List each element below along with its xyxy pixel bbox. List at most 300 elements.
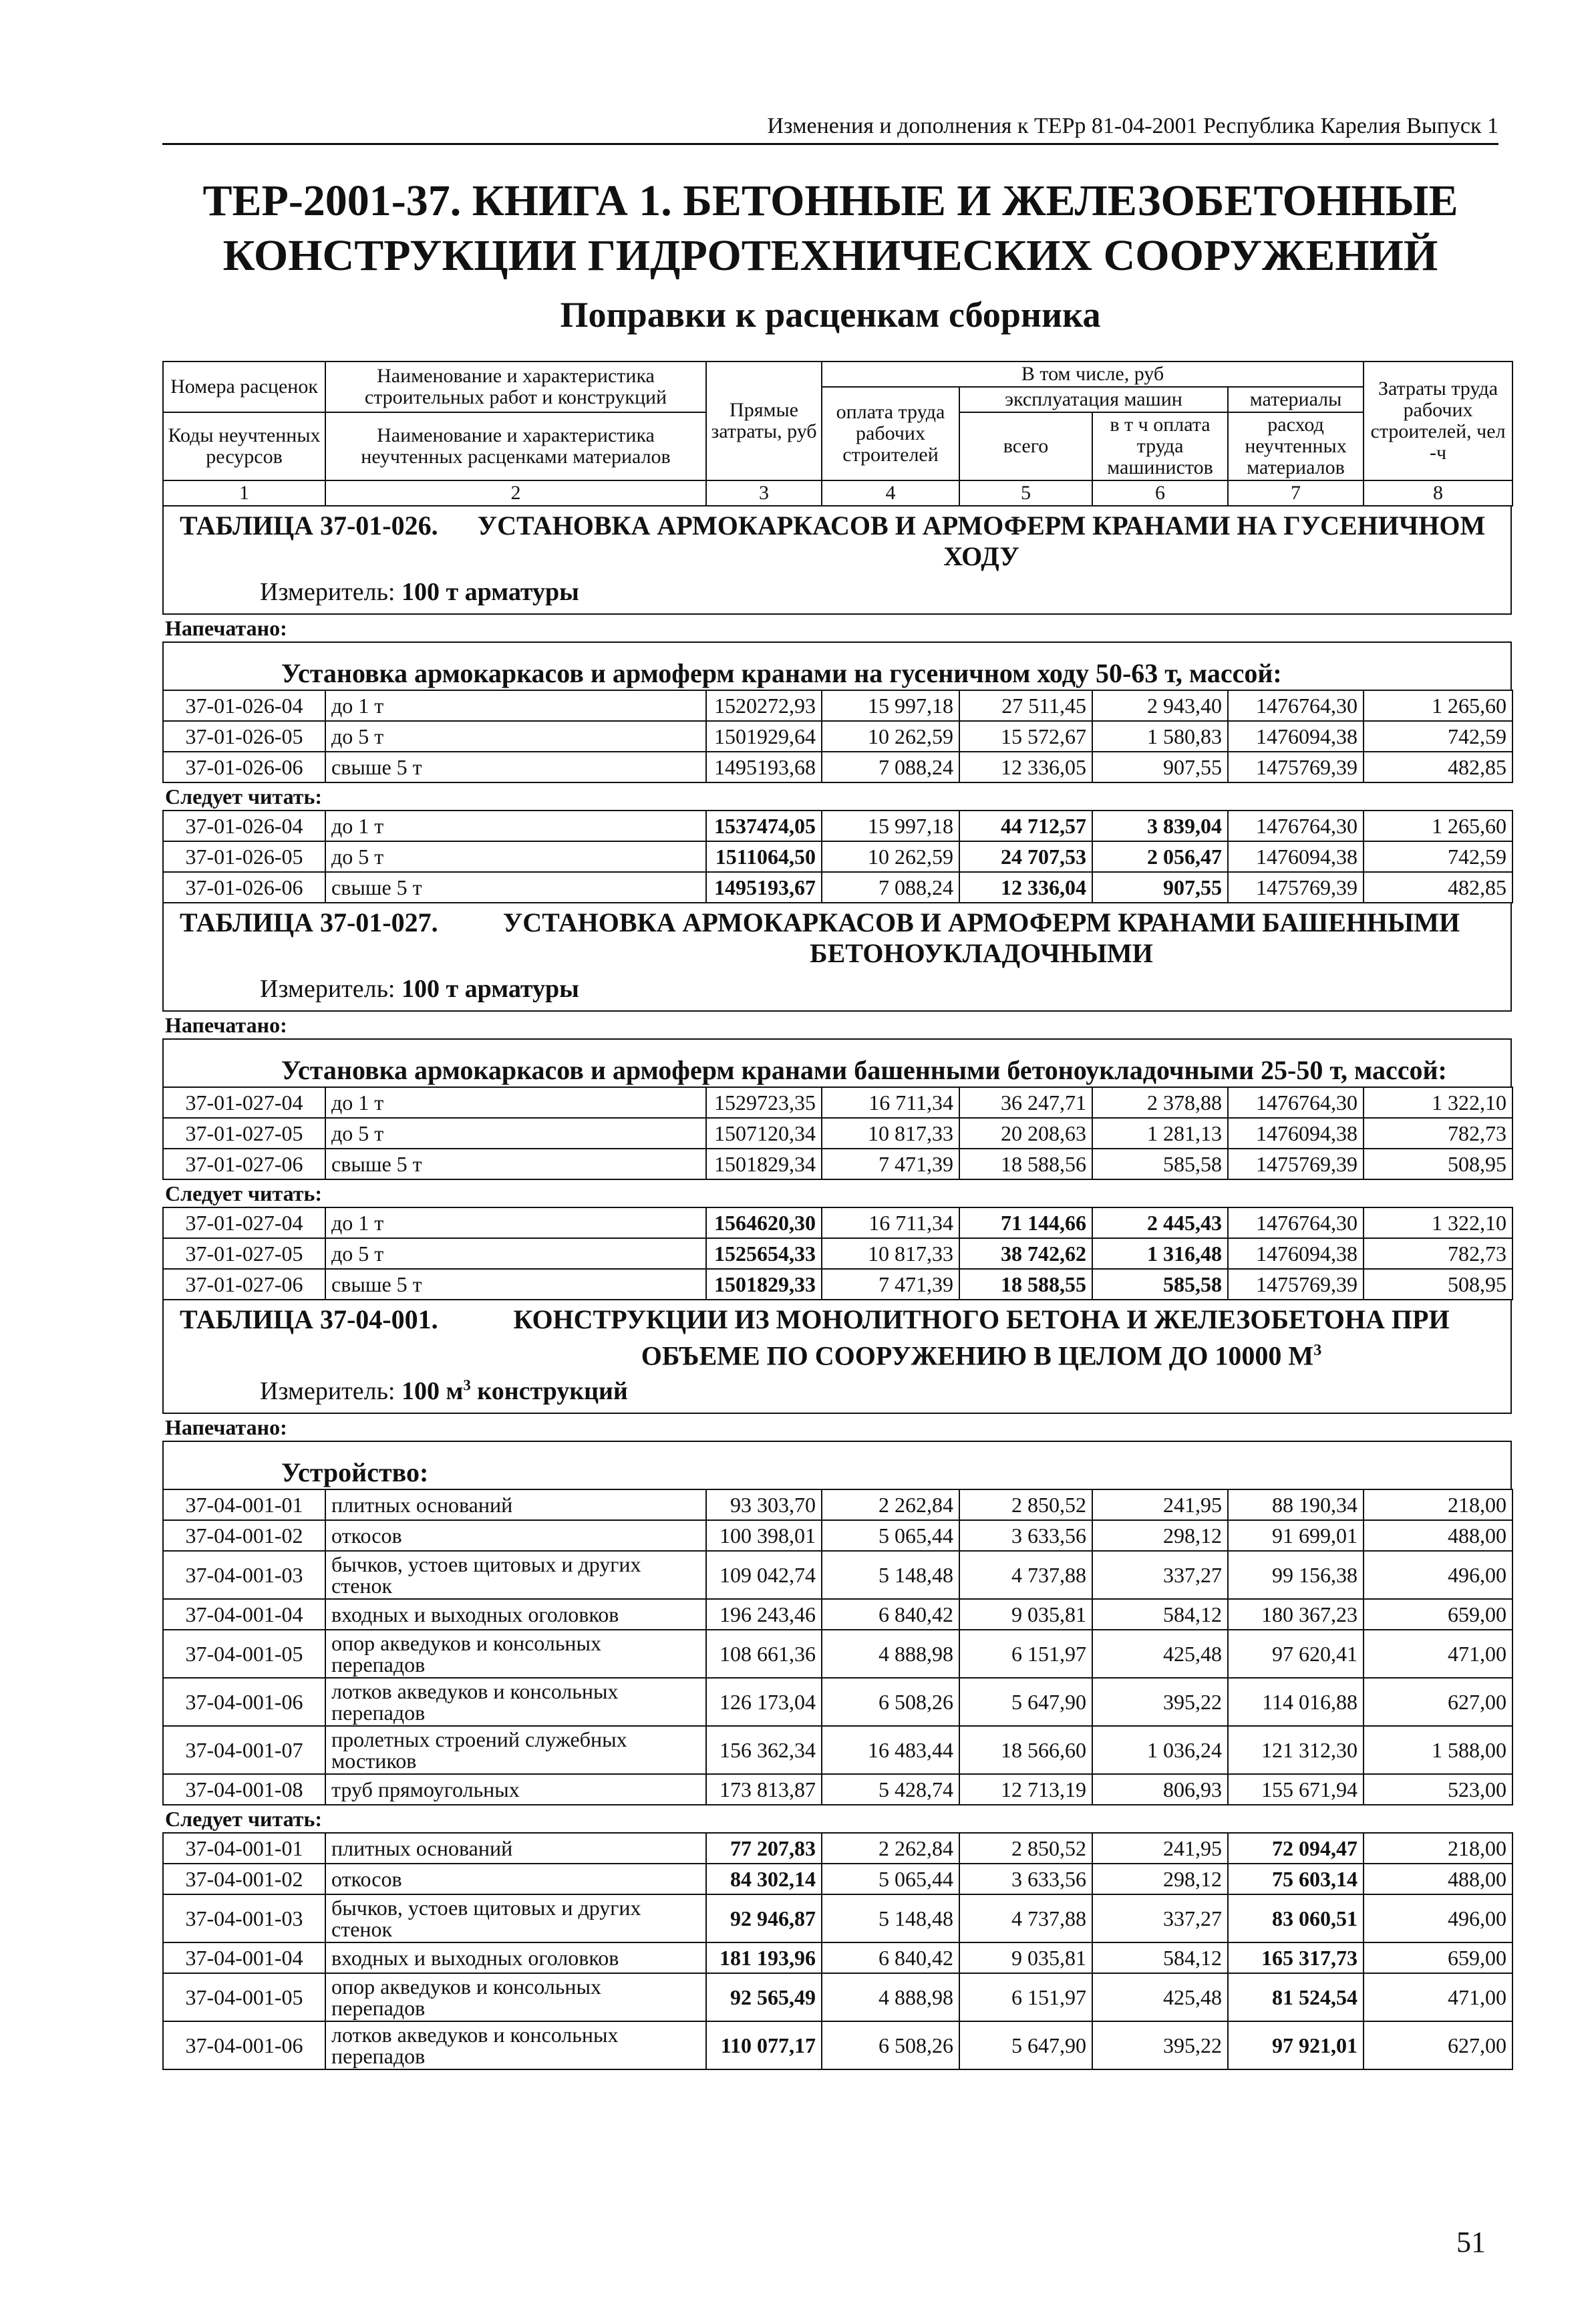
table-title-main: КОНСТРУКЦИИ ИЗ МОНОЛИТНОГО БЕТОНА И ЖЕЛЕЗОБЕТОНА ПРИ ОБЪЕМЕ ПО СООРУЖЕНИЮ В ЦЕЛОМ ДО 10000 М bbox=[513, 1304, 1450, 1371]
value-cell: 218,00 bbox=[1364, 1833, 1512, 1864]
value-cell: 585,58 bbox=[1092, 1149, 1228, 1179]
col-num: 1 bbox=[163, 480, 325, 506]
value-cell: 5 065,44 bbox=[822, 1864, 959, 1894]
work-name-cell: свыше 5 т bbox=[325, 1149, 706, 1179]
value-cell: 100 398,01 bbox=[706, 1520, 822, 1551]
value-cell: 482,85 bbox=[1364, 752, 1512, 782]
value-cell: 1501829,33 bbox=[706, 1269, 822, 1300]
value-cell: 114 016,88 bbox=[1228, 1678, 1364, 1726]
col-num: 8 bbox=[1364, 480, 1512, 506]
value-cell: 36 247,71 bbox=[959, 1087, 1092, 1118]
value-cell: 181 193,96 bbox=[706, 1942, 822, 1973]
value-cell: 9 035,81 bbox=[959, 1942, 1092, 1973]
work-name-cell: опор акведуков и консольных перепадов bbox=[325, 1973, 706, 2021]
value-cell: 16 483,44 bbox=[822, 1726, 959, 1774]
rate-code-cell: 37-04-001-02 bbox=[163, 1520, 325, 1551]
value-cell: 108 661,36 bbox=[706, 1630, 822, 1678]
table-title-text bbox=[460, 1304, 1502, 1371]
printed-rows-table bbox=[162, 1489, 1513, 1805]
value-cell: 4 737,88 bbox=[959, 1551, 1092, 1599]
value-cell: 1525654,33 bbox=[706, 1238, 822, 1269]
group-heading: Установка армокаркасов и армоферм кранами башенными бетоноукладочными 25-50 т, массой: bbox=[162, 1038, 1512, 1086]
rate-code-cell: 37-04-001-05 bbox=[163, 1630, 325, 1678]
value-cell: 77 207,83 bbox=[706, 1833, 822, 1864]
value-cell: 2 850,52 bbox=[959, 1833, 1092, 1864]
value-cell: 110 077,17 bbox=[706, 2021, 822, 2069]
value-cell: 6 151,97 bbox=[959, 1630, 1092, 1678]
value-cell: 782,73 bbox=[1364, 1238, 1512, 1269]
table-code: ТАБЛИЦА 37-01-026. bbox=[180, 511, 438, 541]
rate-code-cell: 37-04-001-03 bbox=[163, 1894, 325, 1942]
value-cell: 18 588,56 bbox=[959, 1149, 1092, 1179]
value-cell: 71 144,66 bbox=[959, 1207, 1092, 1238]
value-cell: 1 322,10 bbox=[1364, 1087, 1512, 1118]
work-name-cell: пролетных строений служебных мостиков bbox=[325, 1726, 706, 1774]
work-name-cell: свыше 5 т bbox=[325, 752, 706, 782]
table-section bbox=[162, 1300, 1512, 1414]
value-cell: 2 943,40 bbox=[1092, 690, 1228, 721]
table-row bbox=[163, 1894, 1512, 1942]
work-name-cell: плитных оснований bbox=[325, 1489, 706, 1520]
table-row bbox=[163, 752, 1512, 782]
value-cell: 5 148,48 bbox=[822, 1894, 959, 1942]
column-header bbox=[162, 361, 1513, 506]
col-machines-labor: в т ч оплата труда машинистов bbox=[1092, 412, 1228, 480]
work-name-cell: свыше 5 т bbox=[325, 872, 706, 903]
table-row bbox=[163, 1973, 1512, 2021]
value-cell: 15 997,18 bbox=[822, 690, 959, 721]
value-cell: 395,22 bbox=[1092, 1678, 1228, 1726]
value-cell: 93 303,70 bbox=[706, 1489, 822, 1520]
value-cell: 1 316,48 bbox=[1092, 1238, 1228, 1269]
table-row bbox=[163, 841, 1512, 872]
value-cell: 156 362,34 bbox=[706, 1726, 822, 1774]
value-cell: 1 580,83 bbox=[1092, 721, 1228, 752]
value-cell: 337,27 bbox=[1092, 1894, 1228, 1942]
col-rate-numbers: Номера расценок bbox=[163, 361, 325, 412]
table-row bbox=[163, 721, 1512, 752]
value-cell: 1529723,35 bbox=[706, 1087, 822, 1118]
work-name-cell: лотков акведуков и консольных перепадов bbox=[325, 2021, 706, 2069]
value-cell: 3 633,56 bbox=[959, 1864, 1092, 1894]
table-row bbox=[163, 1238, 1512, 1269]
col-num: 3 bbox=[706, 480, 822, 506]
value-cell: 7 088,24 bbox=[822, 872, 959, 903]
value-cell: 627,00 bbox=[1364, 2021, 1512, 2069]
value-cell: 5 428,74 bbox=[822, 1774, 959, 1805]
value-cell: 5 148,48 bbox=[822, 1551, 959, 1599]
value-cell: 806,93 bbox=[1092, 1774, 1228, 1805]
value-cell: 2 445,43 bbox=[1092, 1207, 1228, 1238]
value-cell: 488,00 bbox=[1364, 1520, 1512, 1551]
rate-code-cell: 37-04-001-05 bbox=[163, 1973, 325, 2021]
read-rows-table bbox=[162, 810, 1513, 903]
value-cell: 16 711,34 bbox=[822, 1087, 959, 1118]
value-cell: 83 060,51 bbox=[1228, 1894, 1364, 1942]
measure-superscript: 3 bbox=[463, 1376, 471, 1394]
work-name-cell: труб прямоугольных bbox=[325, 1774, 706, 1805]
table-row bbox=[163, 1726, 1512, 1774]
work-name-cell: бычков, устоев щитовых и других стенок bbox=[325, 1894, 706, 1942]
col-num: 6 bbox=[1092, 480, 1228, 506]
value-cell: 2 378,88 bbox=[1092, 1087, 1228, 1118]
table-row bbox=[163, 1551, 1512, 1599]
value-cell: 907,55 bbox=[1092, 752, 1228, 782]
table-title-text bbox=[460, 907, 1502, 969]
value-cell: 1476094,38 bbox=[1228, 841, 1364, 872]
col-num: 2 bbox=[325, 480, 706, 506]
value-cell: 496,00 bbox=[1364, 1894, 1512, 1942]
corrections-table bbox=[162, 361, 1512, 2070]
table-row bbox=[163, 1149, 1512, 1179]
value-cell: 1501929,64 bbox=[706, 721, 822, 752]
value-cell: 10 262,59 bbox=[822, 721, 959, 752]
value-cell: 2 850,52 bbox=[959, 1489, 1092, 1520]
col-material-name: Наименование и характеристика неучтенных расценками материалов bbox=[325, 412, 706, 480]
value-cell: 1495193,68 bbox=[706, 752, 822, 782]
col-num: 7 bbox=[1228, 480, 1364, 506]
value-cell: 508,95 bbox=[1364, 1269, 1512, 1300]
value-cell: 5 647,90 bbox=[959, 2021, 1092, 2069]
measure-suffix: конструкций bbox=[470, 1377, 628, 1406]
value-cell: 425,48 bbox=[1092, 1973, 1228, 2021]
value-cell: 298,12 bbox=[1092, 1864, 1228, 1894]
table-row bbox=[163, 1520, 1512, 1551]
table-row bbox=[163, 1864, 1512, 1894]
value-cell: 1475769,39 bbox=[1228, 1149, 1364, 1179]
value-cell: 196 243,46 bbox=[706, 1599, 822, 1630]
rate-code-cell: 37-04-001-04 bbox=[163, 1942, 325, 1973]
table-row bbox=[163, 1489, 1512, 1520]
work-name-cell: до 1 т bbox=[325, 811, 706, 841]
value-cell: 91 699,01 bbox=[1228, 1520, 1364, 1551]
value-cell: 1475769,39 bbox=[1228, 872, 1364, 903]
work-name-cell: свыше 5 т bbox=[325, 1269, 706, 1300]
work-name-cell: плитных оснований bbox=[325, 1833, 706, 1864]
table-title bbox=[180, 511, 1502, 572]
value-cell: 121 312,30 bbox=[1228, 1726, 1364, 1774]
table-row bbox=[163, 1774, 1512, 1805]
col-materials: материалы bbox=[1228, 387, 1364, 412]
value-cell: 782,73 bbox=[1364, 1118, 1512, 1149]
value-cell: 6 508,26 bbox=[822, 2021, 959, 2069]
value-cell: 4 737,88 bbox=[959, 1894, 1092, 1942]
value-cell: 27 511,45 bbox=[959, 690, 1092, 721]
value-cell: 15 572,67 bbox=[959, 721, 1092, 752]
measure-prefix: Измеритель: bbox=[260, 578, 395, 606]
rate-code-cell: 37-01-026-06 bbox=[163, 752, 325, 782]
table-code: ТАБЛИЦА 37-04-001. bbox=[180, 1304, 438, 1334]
table-row bbox=[163, 2021, 1512, 2069]
printed-label: Напечатано: bbox=[165, 1415, 287, 1440]
table-row bbox=[163, 1599, 1512, 1630]
value-cell: 425,48 bbox=[1092, 1630, 1228, 1678]
value-cell: 496,00 bbox=[1364, 1551, 1512, 1599]
value-cell: 20 208,63 bbox=[959, 1118, 1092, 1149]
group-heading: Установка армокаркасов и армоферм кранами на гусеничном ходу 50-63 т, массой: bbox=[162, 641, 1512, 690]
value-cell: 6 151,97 bbox=[959, 1973, 1092, 2021]
measure-unit bbox=[260, 974, 1502, 1004]
value-cell: 1476094,38 bbox=[1228, 721, 1364, 752]
value-cell: 482,85 bbox=[1364, 872, 1512, 903]
value-cell: 180 367,23 bbox=[1228, 1599, 1364, 1630]
measure-value bbox=[402, 975, 579, 1003]
value-cell: 10 817,33 bbox=[822, 1238, 959, 1269]
table-row bbox=[163, 811, 1512, 841]
should-read-label: Следует читать: bbox=[165, 784, 323, 809]
rate-code-cell: 37-01-027-04 bbox=[163, 1207, 325, 1238]
value-cell: 1476764,30 bbox=[1228, 811, 1364, 841]
value-cell: 6 508,26 bbox=[822, 1678, 959, 1726]
sections bbox=[162, 506, 1512, 2070]
measure-value bbox=[402, 578, 579, 606]
value-cell: 99 156,38 bbox=[1228, 1551, 1364, 1599]
table-title-text bbox=[460, 511, 1502, 572]
value-cell: 1 281,13 bbox=[1092, 1118, 1228, 1149]
value-cell: 12 336,05 bbox=[959, 752, 1092, 782]
section-subtitle: Поправки к расценкам сборника bbox=[560, 295, 1101, 335]
value-cell: 2 262,84 bbox=[822, 1833, 959, 1864]
value-cell: 1564620,30 bbox=[706, 1207, 822, 1238]
value-cell: 92 946,87 bbox=[706, 1894, 822, 1942]
col-num: 4 bbox=[822, 480, 959, 506]
table-row bbox=[163, 1942, 1512, 1973]
value-cell: 1475769,39 bbox=[1228, 752, 1364, 782]
read-rows-table bbox=[162, 1207, 1513, 1300]
work-name-cell: входных и выходных оголовков bbox=[325, 1942, 706, 1973]
value-cell: 1511064,50 bbox=[706, 841, 822, 872]
value-cell: 75 603,14 bbox=[1228, 1864, 1364, 1894]
value-cell: 4 888,98 bbox=[822, 1973, 959, 2021]
col-direct-costs: Прямые затраты, руб bbox=[706, 361, 822, 480]
running-header: Изменения и дополнения к ТЕРр 81-04-2001 Республика Карелия Выпуск 1 bbox=[162, 114, 1498, 145]
value-cell: 97 921,01 bbox=[1228, 2021, 1364, 2069]
col-work-name: Наименование и характеристика строительных работ и конструкций bbox=[325, 361, 706, 412]
rate-code-cell: 37-04-001-03 bbox=[163, 1551, 325, 1599]
group-heading: Устройство: bbox=[162, 1441, 1512, 1489]
measure-text: 100 т арматуры bbox=[402, 975, 579, 1003]
table-row bbox=[163, 690, 1512, 721]
value-cell: 241,95 bbox=[1092, 1833, 1228, 1864]
value-cell: 5 647,90 bbox=[959, 1678, 1092, 1726]
value-cell: 2 262,84 bbox=[822, 1489, 959, 1520]
rate-code-cell: 37-01-027-06 bbox=[163, 1269, 325, 1300]
value-cell: 7 088,24 bbox=[822, 752, 959, 782]
table-row bbox=[163, 1630, 1512, 1678]
value-cell: 1 265,60 bbox=[1364, 690, 1512, 721]
rate-code-cell: 37-04-001-06 bbox=[163, 1678, 325, 1726]
work-name-cell: лотков акведуков и консольных перепадов bbox=[325, 1678, 706, 1726]
should-read-label: Следует читать: bbox=[165, 1807, 323, 1832]
value-cell: 2 056,47 bbox=[1092, 841, 1228, 872]
work-name-cell: откосов bbox=[325, 1520, 706, 1551]
value-cell: 659,00 bbox=[1364, 1599, 1512, 1630]
value-cell: 12 713,19 bbox=[959, 1774, 1092, 1805]
measure-unit bbox=[260, 577, 1502, 607]
value-cell: 1476764,30 bbox=[1228, 1087, 1364, 1118]
rate-code-cell: 37-01-026-05 bbox=[163, 841, 325, 872]
value-cell: 155 671,94 bbox=[1228, 1774, 1364, 1805]
value-cell: 72 094,47 bbox=[1228, 1833, 1364, 1864]
value-cell: 659,00 bbox=[1364, 1942, 1512, 1973]
rate-code-cell: 37-01-026-04 bbox=[163, 690, 325, 721]
value-cell: 16 711,34 bbox=[822, 1207, 959, 1238]
value-cell: 1495193,67 bbox=[706, 872, 822, 903]
value-cell: 585,58 bbox=[1092, 1269, 1228, 1300]
value-cell: 4 888,98 bbox=[822, 1630, 959, 1678]
value-cell: 218,00 bbox=[1364, 1489, 1512, 1520]
rate-code-cell: 37-04-001-01 bbox=[163, 1489, 325, 1520]
value-cell: 3 839,04 bbox=[1092, 811, 1228, 841]
rate-code-cell: 37-04-001-04 bbox=[163, 1599, 325, 1630]
col-num: 5 bbox=[959, 480, 1092, 506]
work-name-cell: до 1 т bbox=[325, 690, 706, 721]
value-cell: 337,27 bbox=[1092, 1551, 1228, 1599]
printed-rows-table bbox=[162, 1086, 1513, 1180]
value-cell: 395,22 bbox=[1092, 2021, 1228, 2069]
page-number: 51 bbox=[1456, 2226, 1486, 2259]
value-cell: 18 566,60 bbox=[959, 1726, 1092, 1774]
value-cell: 10 817,33 bbox=[822, 1118, 959, 1149]
document-title bbox=[162, 174, 1498, 283]
col-labor: Затраты труда рабочих строителей, чел -ч bbox=[1364, 361, 1512, 480]
col-materials-use: расход неучтенных материалов bbox=[1228, 412, 1364, 480]
measure-prefix: Измеритель: bbox=[260, 975, 395, 1003]
value-cell: 24 707,53 bbox=[959, 841, 1092, 872]
value-cell: 126 173,04 bbox=[706, 1678, 822, 1726]
rate-code-cell: 37-01-027-05 bbox=[163, 1118, 325, 1149]
value-cell: 88 190,34 bbox=[1228, 1489, 1364, 1520]
value-cell: 18 588,55 bbox=[959, 1269, 1092, 1300]
printed-rows-table bbox=[162, 690, 1513, 783]
table-row bbox=[163, 1678, 1512, 1726]
value-cell: 1 036,24 bbox=[1092, 1726, 1228, 1774]
work-name-cell: до 1 т bbox=[325, 1087, 706, 1118]
value-cell: 241,95 bbox=[1092, 1489, 1228, 1520]
measure-text: 100 м bbox=[402, 1377, 464, 1406]
col-machines: эксплуатация машин bbox=[959, 387, 1228, 412]
value-cell: 165 317,73 bbox=[1228, 1942, 1364, 1973]
value-cell: 6 840,42 bbox=[822, 1942, 959, 1973]
work-name-cell: до 5 т bbox=[325, 721, 706, 752]
value-cell: 1507120,34 bbox=[706, 1118, 822, 1149]
table-row bbox=[163, 1833, 1512, 1864]
rate-code-cell: 37-01-026-05 bbox=[163, 721, 325, 752]
rate-code-cell: 37-01-027-06 bbox=[163, 1149, 325, 1179]
rate-code-cell: 37-04-001-02 bbox=[163, 1864, 325, 1894]
printed-label: Напечатано: bbox=[165, 1013, 287, 1037]
value-cell: 1537474,05 bbox=[706, 811, 822, 841]
table-row bbox=[163, 1087, 1512, 1118]
value-cell: 1501829,34 bbox=[706, 1149, 822, 1179]
rate-code-cell: 37-04-001-07 bbox=[163, 1726, 325, 1774]
title-line-2: КОНСТРУКЦИИ ГИДРОТЕХНИЧЕСКИХ СООРУЖЕНИЙ bbox=[222, 231, 1438, 280]
value-cell: 9 035,81 bbox=[959, 1599, 1092, 1630]
value-cell: 298,12 bbox=[1092, 1520, 1228, 1551]
rate-code-cell: 37-01-026-06 bbox=[163, 872, 325, 903]
value-cell: 523,00 bbox=[1364, 1774, 1512, 1805]
value-cell: 12 336,04 bbox=[959, 872, 1092, 903]
work-name-cell: до 5 т bbox=[325, 841, 706, 872]
table-row bbox=[163, 1269, 1512, 1300]
value-cell: 97 620,41 bbox=[1228, 1630, 1364, 1678]
value-cell: 10 262,59 bbox=[822, 841, 959, 872]
rate-code-cell: 37-04-001-08 bbox=[163, 1774, 325, 1805]
value-cell: 5 065,44 bbox=[822, 1520, 959, 1551]
table-row bbox=[163, 872, 1512, 903]
value-cell: 1 322,10 bbox=[1364, 1207, 1512, 1238]
value-cell: 1476764,30 bbox=[1228, 690, 1364, 721]
work-name-cell: бычков, устоев щитовых и других стенок bbox=[325, 1551, 706, 1599]
measure-text: 100 т арматуры bbox=[402, 578, 579, 606]
value-cell: 488,00 bbox=[1364, 1864, 1512, 1894]
measure-value bbox=[402, 1377, 628, 1405]
value-cell: 6 840,42 bbox=[822, 1599, 959, 1630]
table-section bbox=[162, 506, 1512, 615]
table-code: ТАБЛИЦА 37-01-027. bbox=[180, 907, 438, 937]
value-cell: 1476094,38 bbox=[1228, 1118, 1364, 1149]
rate-code-cell: 37-04-001-06 bbox=[163, 2021, 325, 2069]
value-cell: 584,12 bbox=[1092, 1599, 1228, 1630]
work-name-cell: до 5 т bbox=[325, 1238, 706, 1269]
work-name-cell: до 1 т bbox=[325, 1207, 706, 1238]
measure-unit bbox=[260, 1376, 1502, 1406]
value-cell: 3 633,56 bbox=[959, 1520, 1092, 1551]
col-labor-pay: оплата труда рабочих строителей bbox=[822, 387, 959, 480]
work-name-cell: входных и выходных оголовков bbox=[325, 1599, 706, 1630]
value-cell: 742,59 bbox=[1364, 841, 1512, 872]
rate-code-cell: 37-04-001-01 bbox=[163, 1833, 325, 1864]
value-cell: 84 302,14 bbox=[706, 1864, 822, 1894]
work-name-cell: до 5 т bbox=[325, 1118, 706, 1149]
table-title-main: УСТАНОВКА АРМОКАРКАСОВ И АРМОФЕРМ КРАНАМИ НА ГУСЕНИЧНОМ ХОДУ bbox=[477, 511, 1486, 571]
value-cell: 1476094,38 bbox=[1228, 1238, 1364, 1269]
value-cell: 7 471,39 bbox=[822, 1269, 959, 1300]
value-cell: 173 813,87 bbox=[706, 1774, 822, 1805]
value-cell: 471,00 bbox=[1364, 1973, 1512, 2021]
rate-code-cell: 37-01-027-04 bbox=[163, 1087, 325, 1118]
col-resource-codes: Коды неучтенных ресурсов bbox=[163, 412, 325, 480]
printed-label: Напечатано: bbox=[165, 616, 287, 640]
value-cell: 1520272,93 bbox=[706, 690, 822, 721]
table-row bbox=[163, 1207, 1512, 1238]
table-title bbox=[180, 907, 1502, 969]
should-read-label: Следует читать: bbox=[165, 1181, 323, 1205]
value-cell: 508,95 bbox=[1364, 1149, 1512, 1179]
col-incl: В том числе, руб bbox=[822, 361, 1364, 387]
col-machines-total: всего bbox=[959, 412, 1092, 480]
value-cell: 15 997,18 bbox=[822, 811, 959, 841]
value-cell: 471,00 bbox=[1364, 1630, 1512, 1678]
value-cell: 1 265,60 bbox=[1364, 811, 1512, 841]
table-section bbox=[162, 903, 1512, 1012]
value-cell: 1476764,30 bbox=[1228, 1207, 1364, 1238]
table-row bbox=[163, 1118, 1512, 1149]
title-line-1: ТЕР-2001-37. КНИГА 1. БЕТОННЫЕ И ЖЕЛЕЗОБЕТОННЫЕ bbox=[202, 176, 1458, 225]
title-superscript: 3 bbox=[1313, 1342, 1322, 1359]
read-rows-table bbox=[162, 1832, 1513, 2070]
measure-prefix: Измеритель: bbox=[260, 1377, 395, 1406]
table-title bbox=[180, 1304, 1502, 1371]
value-cell: 1 588,00 bbox=[1364, 1726, 1512, 1774]
value-cell: 584,12 bbox=[1092, 1942, 1228, 1973]
rate-code-cell: 37-01-027-05 bbox=[163, 1238, 325, 1269]
value-cell: 742,59 bbox=[1364, 721, 1512, 752]
value-cell: 38 742,62 bbox=[959, 1238, 1092, 1269]
value-cell: 109 042,74 bbox=[706, 1551, 822, 1599]
value-cell: 92 565,49 bbox=[706, 1973, 822, 2021]
value-cell: 907,55 bbox=[1092, 872, 1228, 903]
